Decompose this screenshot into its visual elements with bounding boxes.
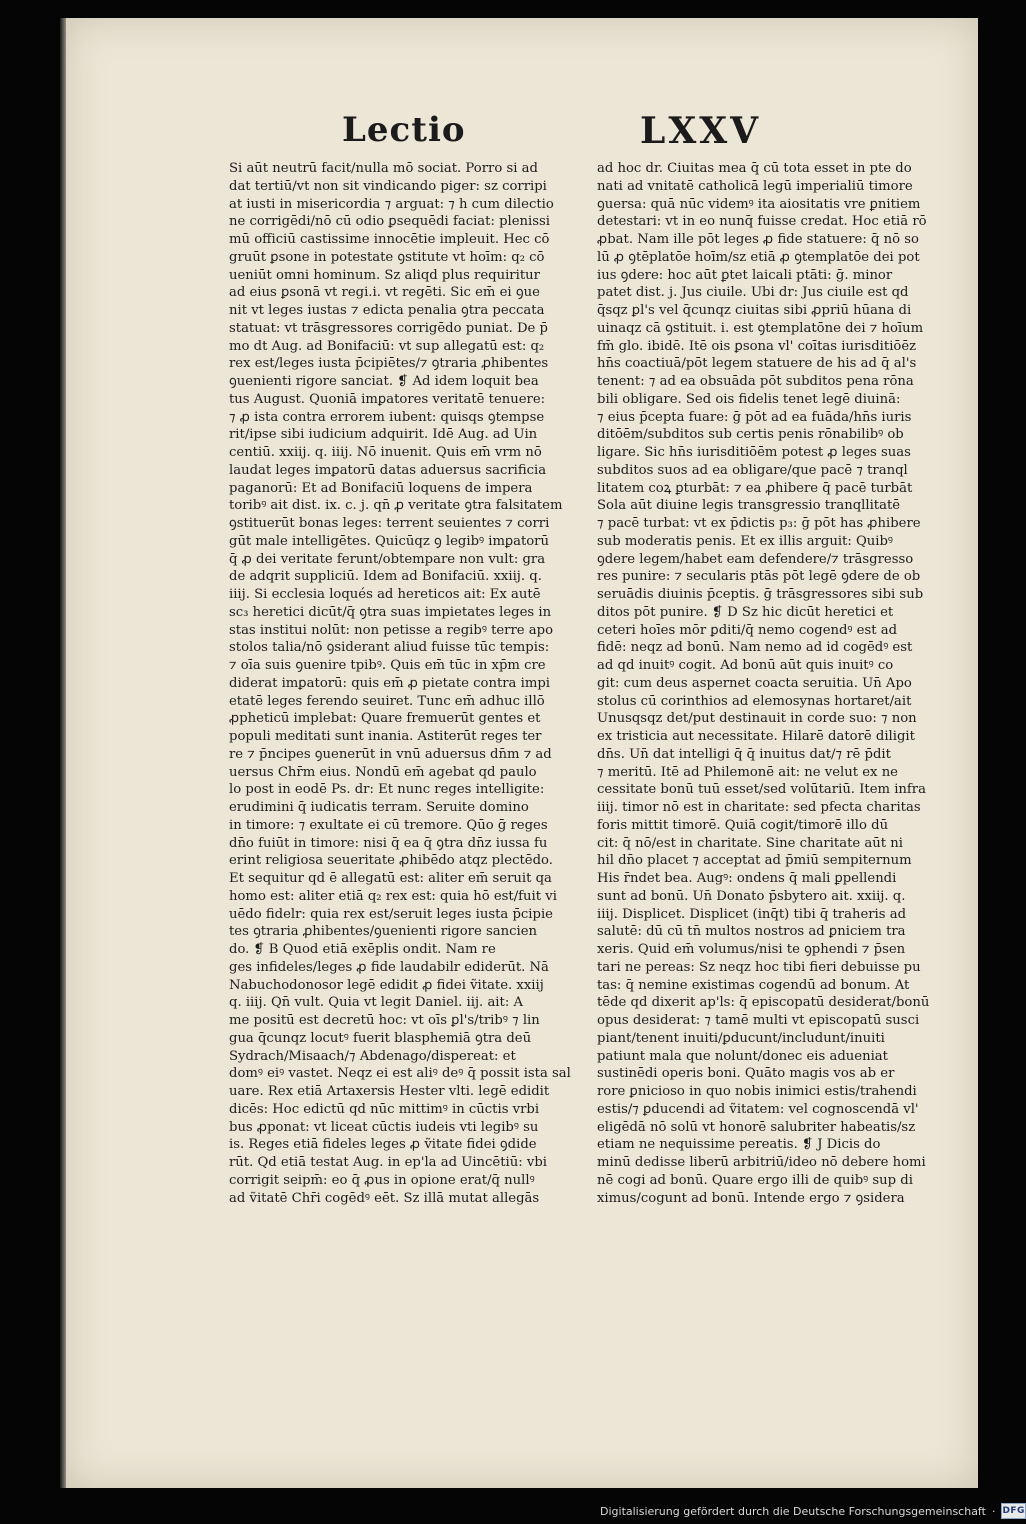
text-line: ne corrigēdi/nō cū odio ꝑsequēdi faciat: plenissi: [229, 214, 551, 230]
digitization-footer: [600, 1502, 1025, 1520]
left-text-column: [229, 160, 586, 1207]
text-line: piant/tenent inuiti/ꝑducunt/includunt/inuiti: [597, 1030, 885, 1046]
text-line: gūt male intelligētes. Quicūqz ꝯ legibꝰ imꝑatorū: [229, 533, 549, 549]
text-line: q̄ ꝓ dei veritate ferunt/obtempare non vult: gra: [229, 551, 546, 567]
text-line: tari ne pereas: Sz neqz hoc tibi fieri debuisse pu: [597, 959, 921, 975]
text-line: bili obligare. Sed ois fidelis tenet legē diuinā:: [597, 391, 901, 407]
text-line: centiū. xxiij. q. iiij. Nō inuenit. Quis em̄ vrm nō: [229, 445, 542, 460]
text-line: statuat: vt trāsgressores corrigēdo puniat. De p̄: [229, 320, 548, 336]
text-line: paganorū: Et ad Bonifaciū loquens de impera: [229, 480, 533, 496]
text-line: me positū est decretū hoc: vt oīs ꝑl's/tribꝰ ⁊ lin: [229, 1013, 540, 1028]
text-line: bus ꝓponat: vt liceat cūctis iudeis vti legibꝰ su: [229, 1119, 539, 1135]
text-line: iiij. timor nō est in charitate: sed pfecta charitas: [597, 800, 921, 815]
running-head-left: Lectio: [342, 110, 466, 150]
text-line: ad eius ꝑsonā vt regi.i. vt regēti. Sic em̄ ei ꝯue: [229, 285, 540, 301]
text-line: ꝯuersa: quā nūc videmꝰ ita aiositatis vre ꝑnitiem: [597, 196, 921, 212]
text-line: Sola aūt diuine legis transgressio tranqllitatē: [597, 498, 901, 514]
text-line: detestari: vt in eo nunq̄ fuisse credat. Hoc etiā rō: [597, 214, 927, 230]
text-line: erudimini q̄ iudicatis terram. Seruite domino: [229, 800, 529, 815]
text-line: tes ꝯtraria ꝓhibentes/ꝯuenienti rigore sancien: [229, 924, 538, 940]
text-line: ad hoc dr. Ciuitas mea q̄ cū tota esset in pte do: [597, 161, 912, 176]
text-line: rex est/leges iusta p̄cipiētes/⁊ ꝯtraria ꝓhibentes: [229, 356, 549, 372]
text-line: lo post in eodē Ps. dr: Et nunc reges intelligite:: [229, 782, 545, 798]
text-line: corrigit seipm̄: eo q̄ ꝓus in opione erat/q̄ nullꝰ: [229, 1172, 535, 1188]
text-line: hil dn̄o placet ⁊ acceptat ad p̄miū sempiternum: [597, 853, 912, 869]
text-line: dicēs: Hoc edictū qd nūc mittimꝰ in cūctis vrbi: [229, 1101, 540, 1117]
footer-separator: ·: [991, 1504, 996, 1518]
text-line: nē cogi ad bonū. Quare ergo illi de quibꝰ sup di: [597, 1172, 913, 1188]
text-line: ꝯdere legem/habet eam defendere/⁊ trāsgresso: [597, 551, 914, 567]
text-line: litatem coꝝ ꝑturbāt: ⁊ ea ꝓhibere q̄ pacē turbāt: [597, 480, 913, 496]
text-line: populi meditati sunt inania. Astiterūt reges ter: [229, 729, 542, 744]
text-line: ꝓpheticū implebat: Quare fremuerūt gentes et: [229, 711, 541, 727]
text-line: patiunt mala que nolunt/donec eis adueniat: [597, 1048, 888, 1064]
text-line: tus August. Quoniā imꝑatores veritatē tenuere:: [229, 391, 546, 407]
text-line: q. iiij. Qn̄ vult. Quia vt legit Daniel. iij. ait: A: [229, 995, 523, 1011]
text-line: cessitate bonū tuū esset/sed volūtariū. Item infra: [597, 782, 926, 798]
text-line: at iusti in misericordia ⁊ arguat: ⁊ h cum dilectio: [229, 196, 554, 212]
text-line: re ⁊ p̄ncipes ꝯuenerūt in vnū aduersus dn̄m ⁊ ad: [229, 746, 552, 762]
text-line: ditōēm/subditos sub certis penis rōnabilibꝰ ob: [597, 427, 904, 443]
text-line: mū officiū castissime innocētie impleuit. Hec cō: [229, 232, 550, 247]
text-line: ligare. Sic hn̄s iurisditiōēm potest ꝓ leges suas: [597, 445, 911, 460]
text-line: sunt ad bonū. Un̄ Donato p̄sbytero ait. xxiij. q.: [597, 888, 906, 904]
text-line: ges infideles/leges ꝓ fide laudabilr ediderūt. Nā: [229, 959, 549, 975]
text-line: domꝰ eiꝰ vastet. Neqz ei est aliꝰ deꝰ q̄ possit ista sal: [229, 1066, 571, 1082]
text-line: subditos suos ad ea obligare/que pacē ⁊ tranql: [597, 462, 908, 478]
folio-number: LXXV: [640, 110, 762, 152]
text-line: ⁊ ꝓ ista contra errorem iubent: quisqs ꝯtempse: [229, 409, 545, 425]
text-line: q̄sqz ꝑl's vel q̄cunqz ciuitas sibi ꝓpriū hūana di: [597, 303, 912, 318]
text-line: lū ꝓ ꝯtēplatōe hoīm/sz etiā ꝓ ꝯtemplatōe dei pot: [597, 249, 920, 265]
text-line: uinaqz cā ꝯstituit. i. est ꝯtemplatōne dei ⁊ hoīum: [597, 320, 924, 336]
text-line: xeris. Quid em̄ volumus/nisi te ꝯphendi ⁊ p̄sen: [597, 942, 906, 957]
text-line: de adqrit suppliciū. Idem ad Bonifaciū. xxiij. q.: [229, 569, 542, 585]
text-line: rūt. Qd etiā testat Aug. in ep'la ad Uincētiū: vbi: [229, 1155, 547, 1170]
text-line: git: cum deus aspernet coacta seruitia. Un̄ Apo: [597, 675, 912, 691]
text-line: ꝯstituerūt bonas leges: terrent seuientes ⁊ corri: [229, 516, 550, 531]
text-line: diderat imꝑatorū: quis em̄ ꝓ pietate contra impi: [229, 675, 550, 691]
text-line: His r̄ndet bea. Augꝰ: ondens q̄ mali ꝑpellendi: [597, 871, 897, 886]
text-line: cit: q̄ nō/est in charitate. Sine charitate aūt ni: [597, 835, 903, 851]
right-text-column: [597, 160, 962, 1207]
text-line: estis/⁊ ꝑducendi ad ṽitatem: vel cognoscendā vl': [597, 1101, 919, 1117]
text-line: ⁊ eius p̄cepta fuare: ḡ pōt ad ea fuāda/hn̄s iuris: [597, 409, 912, 425]
text-line: iiij. Si ecclesia loqués ad hereticos ait: Ex autē: [229, 587, 541, 602]
text-line: Et sequitur qd ē allegatū est: aliter em̄ seruit qa: [229, 871, 552, 886]
text-line: uare. Rex etiā Artaxersis Hester vlti. legē edidit: [229, 1084, 550, 1099]
text-line: nati ad vnitatē catholicā legū imperialiū timore: [597, 178, 913, 194]
text-line: ⁊ meritū. Itē ad Philemonē ait: ne velut ex ne: [597, 764, 898, 780]
text-line: ius ꝯdere: hoc aūt ꝑtet laicali ptāti: ḡ. minor: [597, 267, 893, 283]
text-line: res punire: ⁊ secularis ptās pōt legē ꝯdere de ob: [597, 569, 921, 585]
text-line: ⁊ oīa suis ꝯuenire tpibꝰ. Quis em̄ tūc in xp̄m cre: [229, 658, 546, 673]
text-line: iiij. Displicet. Displicet (inq̄t) tibi q̄ traheris ad: [597, 906, 907, 922]
text-line: tēde qd dixerit ap'ls: q̄ episcopatū desiderat/bonū: [597, 995, 930, 1011]
text-line: opus desiderat: ⁊ tamē multi vt episcopatū susci: [597, 1013, 920, 1028]
text-line: stolus cū corinthios ad elemosynas hortaret/ait: [597, 693, 912, 709]
text-line: erint religiosa seueritate ꝓhibēdo atqz plectēdo.: [229, 853, 553, 869]
text-line: gruūt ꝑsone in potestate ꝯstitute vt hoīm: q₂ cō: [229, 249, 545, 265]
text-line: dn̄o fuiūt in timore: nisi q̄ ea q̄ ꝯtra dn̄z iussa fu: [229, 835, 548, 851]
text-line: laudat leges imꝑatorū datas aduersus sacrificia: [229, 462, 547, 478]
text-line: dat tertiū/vt non sit vindicando piger: sz corripi: [229, 178, 547, 194]
text-line: rit/ipse sibi iudicium adquirit. Idē Aug. ad Uin: [229, 427, 538, 443]
text-line: stolos talia/nō ꝯsiderant aliud fuisse tūc tempis:: [229, 640, 550, 656]
text-line: do. ❡ B Quod etiā exēplis ondit. Nam re: [229, 942, 496, 957]
text-line: toribꝰ ait dist. ix. c. j. qn̄ ꝓ veritate ꝯtra falsitatem: [229, 498, 563, 514]
text-line: ꝓbat. Nam ille pōt leges ꝓ fide statuere: q̄ nō so: [597, 232, 919, 247]
text-line: nit vt leges iustas ⁊ edicta penalia ꝯtra peccata: [229, 303, 545, 318]
text-line: in timore: ⁊ exultate ei cū tremore. Qūo ḡ reges: [229, 817, 548, 833]
text-line: Si aūt neutrū facit/nulla mō sociat. Porro si ad: [229, 161, 538, 176]
text-line: sustinēdi operis boni. Quāto magis vos ab er: [597, 1066, 895, 1082]
text-line: Nabuchodonosor legē edidit ꝓ fidei ṽitate. xxiij: [229, 977, 544, 993]
text-line: uēdo fidelr: quia rex est/seruit leges iusta p̄cipie: [229, 906, 553, 922]
text-line: minū dedisse liberū arbitriū/ideo nō debere homi: [597, 1155, 926, 1170]
text-line: gua q̄cunqz locutꝰ fuerit blasphemiā ꝯtra deū: [229, 1030, 532, 1046]
text-line: is. Reges etiā fideles leges ꝓ ṽitate fidei ꝯdide: [229, 1137, 537, 1153]
text-line: ad qd inuitꝰ cogit. Ad bonū aūt quis inuitꝰ co: [597, 658, 894, 673]
text-line: dn̄s. Un̄ dat intelligi q̄ q̄ inuitus dat/⁊ rē p̄dit: [597, 746, 891, 762]
text-line: ueniūt omni hominum. Sz aliqd plus requiritur: [229, 267, 540, 283]
text-line: fidē: neqz ad bonū. Nam nemo ad id cogēdꝰ est: [597, 640, 913, 656]
text-line: foris mittit timorē. Quiā cogit/timorē illo dū: [597, 817, 889, 833]
text-line: ex tristicia aut necessitate. Hilarē datorē diligit: [597, 729, 915, 744]
text-line: homo est: aliter etiā q₂ rex est: quia hō est/fuit vi: [229, 888, 557, 904]
footer-credit: Digitalisierung gefördert durch die Deutsche Forschungsgemeinschaft: [600, 1504, 986, 1518]
text-line: ad ṽitatē Chr̄i cogēdꝰ eēt. Sz illā mutat allegās: [229, 1190, 540, 1206]
text-line: eligēdā nō solū vt honorē salubriter habeatis/sz: [597, 1119, 916, 1135]
text-line: sc₃ heretici dicūt/q̄ ꝯtra suas impietates leges in: [229, 604, 552, 620]
text-line: Unusqsqz det/put destinauit in corde suo: ⁊ non: [597, 711, 917, 727]
text-line: patet dist. j. Jus ciuile. Ubi dr: Jus ciuile est qd: [597, 285, 909, 301]
text-line: Sydrach/Misaach/⁊ Abdenago/dispereat: et: [229, 1048, 516, 1064]
text-line: ximus/cogunt ad bonū. Intende ergo ⁊ ꝯsidera: [597, 1190, 905, 1206]
dfg-logo-icon: [1001, 1503, 1026, 1519]
text-line: tas: q̄ nemine existimas cogendū ad bonum. At: [597, 977, 910, 993]
text-line: seruādis diuinis p̄ceptis. ḡ trāsgressores sibi sub: [597, 587, 924, 602]
text-line: stas institui nolūt: non petisse a regibꝰ terre apo: [229, 622, 554, 638]
text-line: tenent: ⁊ ad ea obsuāda pōt subditos pena rōna: [597, 374, 914, 389]
text-line: ditos pōt punire. ❡ D Sz hic dicūt heretici et: [597, 604, 894, 620]
text-line: salutē: dū cū tn̄ multos nostros ad ꝑniciem tra: [597, 924, 906, 940]
dfg-logo-text: DFG: [1002, 1506, 1025, 1516]
text-line: etatē leges ferendo seuiret. Tunc em̄ adhuc illō: [229, 693, 545, 709]
text-line: rore ꝑnicioso in quo nobis inimici estis/trahendi: [597, 1084, 917, 1099]
text-line: ⁊ pacē turbat: vt ex p̄dictis p₃: ḡ pōt has ꝓhibere: [597, 516, 921, 531]
text-line: hn̄s coactiuā/pōt legem statuere de his ad q̄ al's: [597, 356, 917, 372]
text-line: etiam ne nequissime pereatis. ❡ J Dicis do: [597, 1137, 881, 1153]
text-line: sub moderatis penis. Et ex illis arguit: Quibꝰ: [597, 533, 893, 549]
text-line: uersus Chr̄m eius. Nondū em̄ agebat qd paulo: [229, 764, 537, 780]
text-line: fm̄ glo. ibidē. Itē ois ꝑsona vl' coītas iurisditiōēz: [597, 338, 917, 354]
text-line: ꝯuenienti rigore sanciat. ❡ Ad idem loquit bea: [229, 374, 539, 389]
text-line: ceteri hoīes mōr ꝑditi/q̄ nemo cogendꝰ est ad: [597, 622, 898, 638]
text-line: mo dt Aug. ad Bonifaciū: vt sup allegatū est: q₂: [229, 338, 545, 354]
